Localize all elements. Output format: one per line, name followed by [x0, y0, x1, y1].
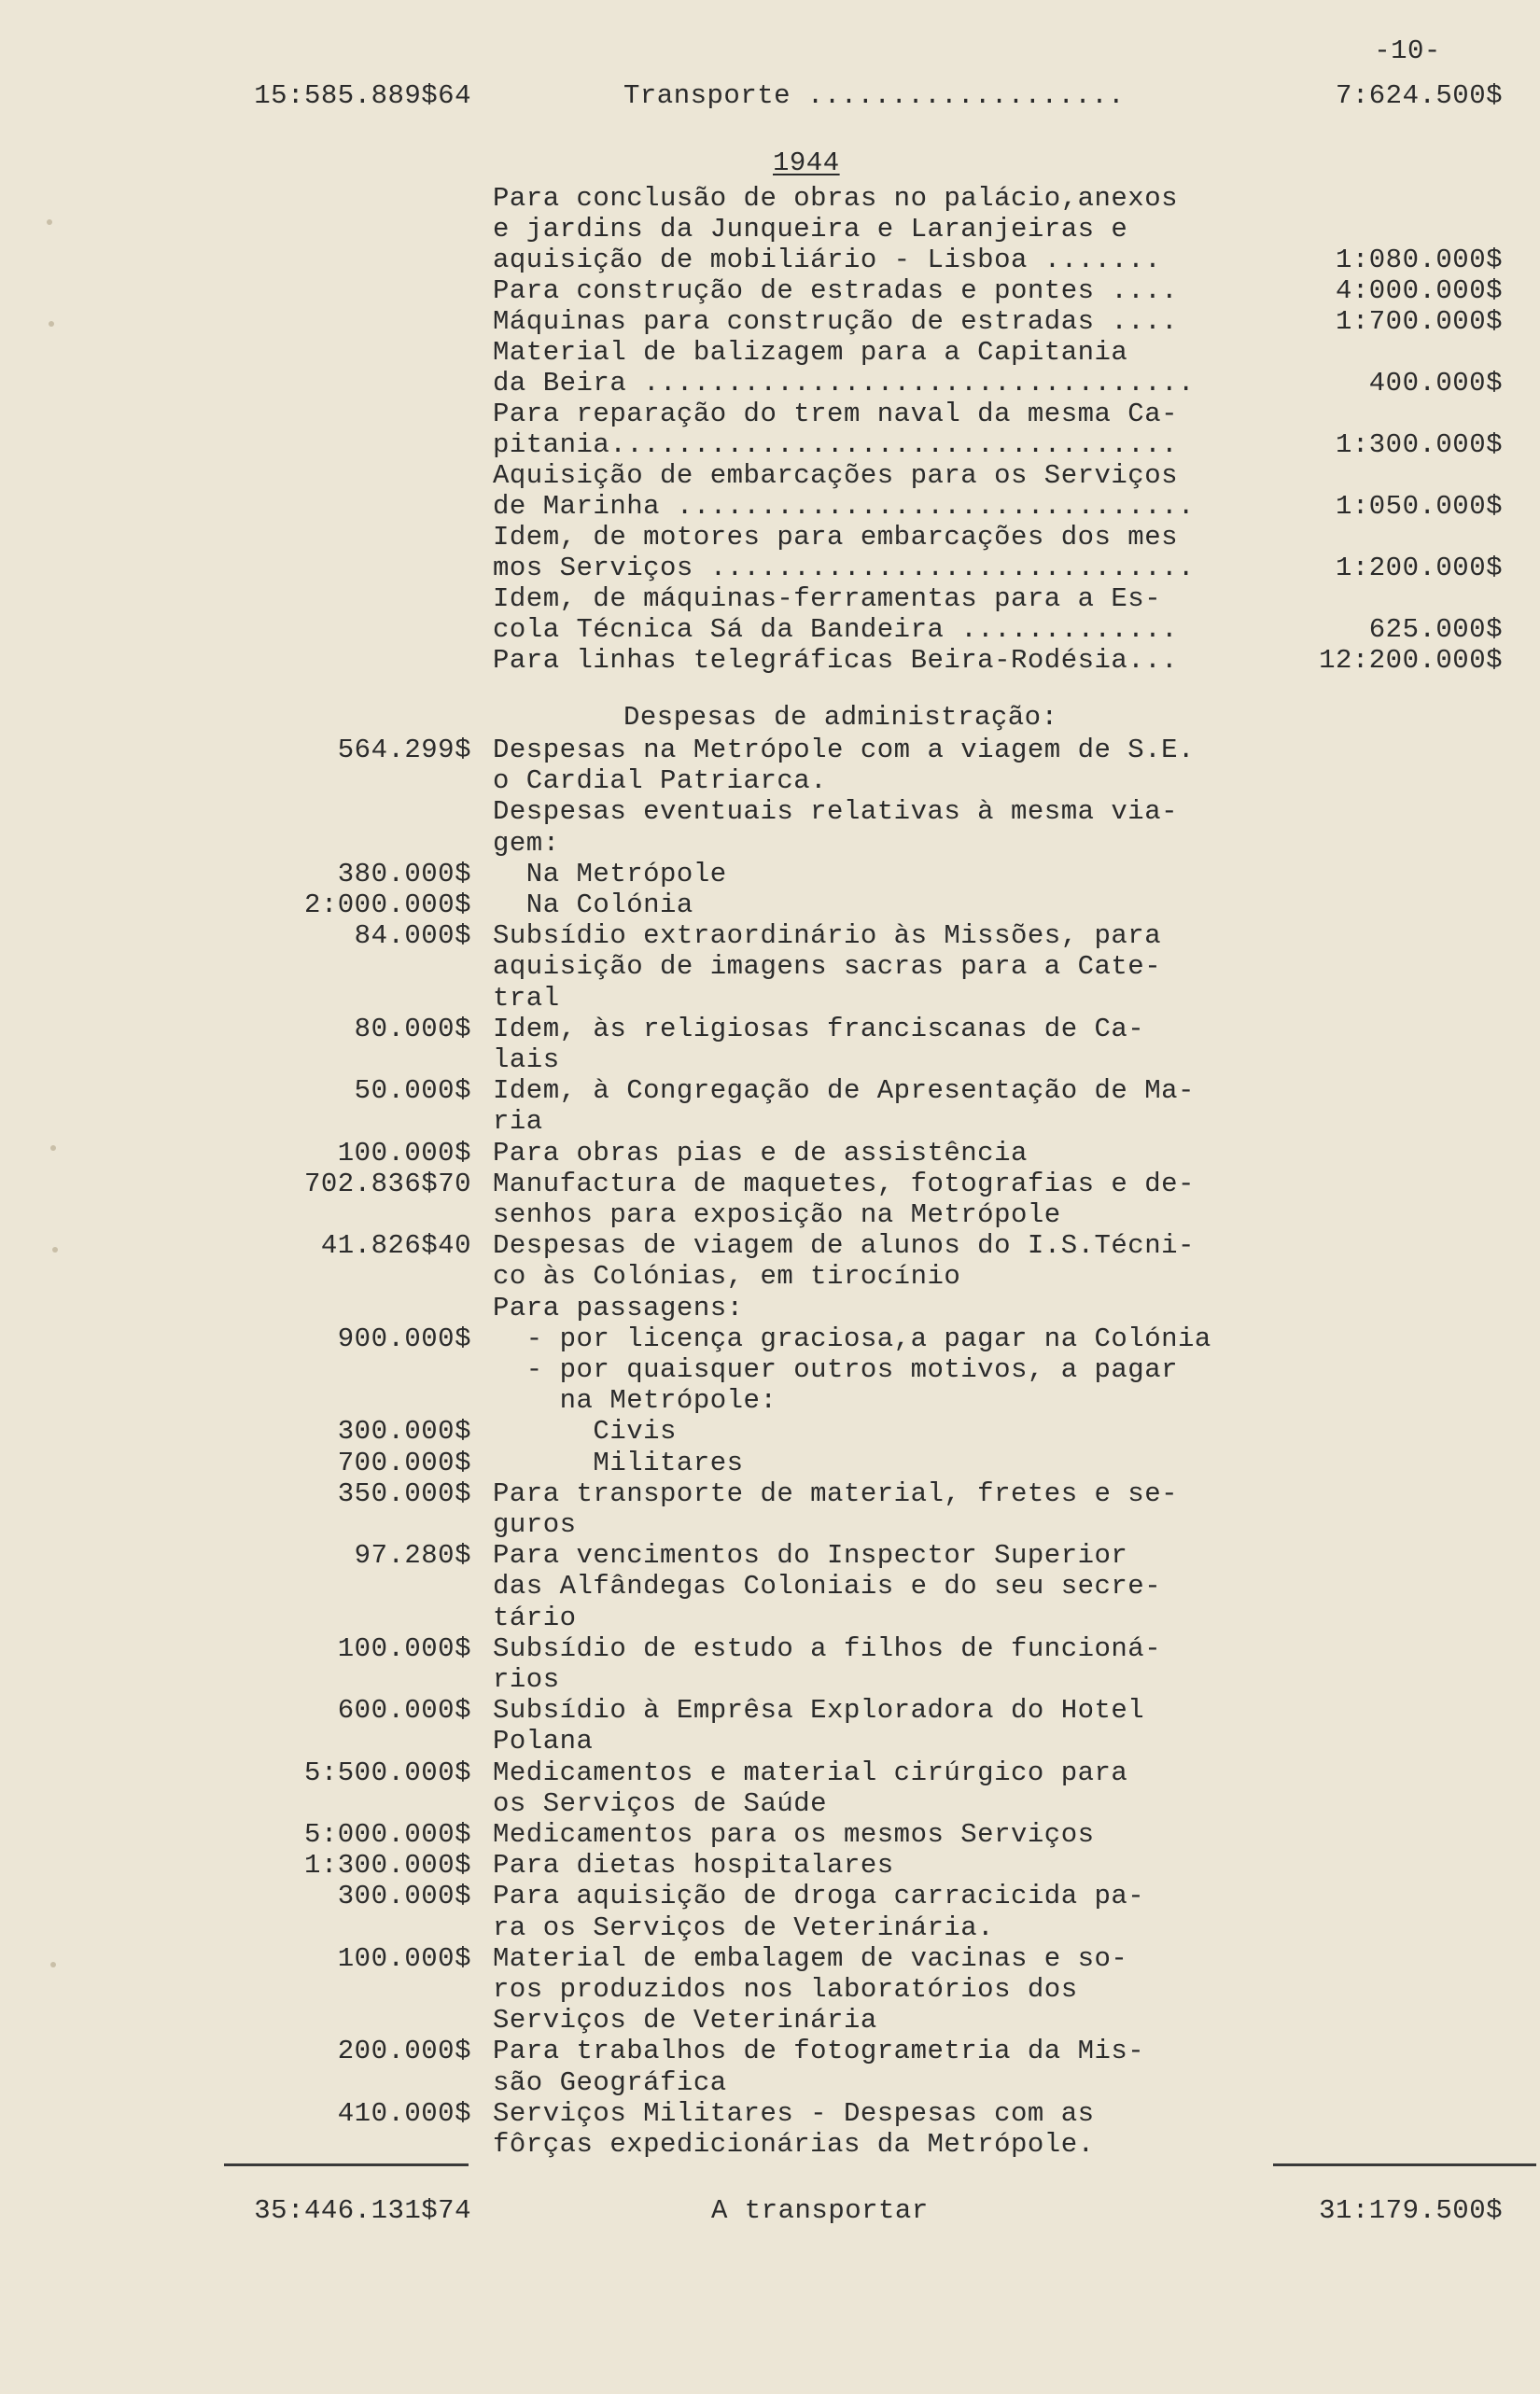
expense-line: fôrças expedicionárias da Metrópole.: [493, 2129, 1095, 2160]
expense-line: Subsídio de estudo a filhos de funcioná-: [493, 1633, 1162, 1664]
expense-amount: 700.000$: [337, 1448, 471, 1478]
expense-line: os Serviços de Saúde: [493, 1788, 828, 1819]
expense-line: Serviços de Veterinária: [493, 2005, 877, 2036]
expense-line: na Metrópole:: [493, 1385, 777, 1416]
investment-amount: 400.000$: [1368, 368, 1503, 399]
expense-line: Manufactura de maquetes, fotografias e de-: [493, 1169, 1195, 1199]
investment-line: Idem, de motores para embarcações dos mes: [493, 522, 1179, 553]
expense-amount: 300.000$: [337, 1416, 471, 1447]
expense-line: Para vencimentos do Inspector Superior: [493, 1540, 1128, 1571]
right-total-rule: [1273, 2163, 1536, 2166]
investment-amount: 1:080.000$: [1335, 245, 1503, 275]
expense-line: Civis: [493, 1416, 677, 1447]
expense-line: - por quaisquer outros motivos, a pagar: [493, 1354, 1179, 1385]
expense-amount: 702.836$70: [303, 1169, 471, 1199]
expense-line: Polana: [493, 1726, 594, 1757]
investment-line: aquisição de mobiliário - Lisboa .......: [493, 245, 1162, 275]
expense-amount: 380.000$: [337, 859, 471, 889]
expense-line: lais: [493, 1044, 560, 1075]
expense-line: são Geográfica: [493, 2067, 727, 2098]
investment-amount: 1:700.000$: [1335, 306, 1503, 337]
expense-line: guros: [493, 1509, 577, 1540]
expense-amount: 350.000$: [337, 1478, 471, 1509]
investment-line: Para reparação do trem naval da mesma Ca-: [493, 399, 1179, 429]
expense-line: ros produzidos nos laboratórios dos: [493, 1974, 1078, 2005]
expense-line: tral: [493, 983, 560, 1014]
total-left-amount: 35:446.131$74: [254, 2195, 471, 2226]
expense-line: o Cardial Patriarca.: [493, 765, 828, 796]
investment-amount: 1:200.000$: [1335, 553, 1503, 583]
investment-line: Idem, de máquinas-ferramentas para a Es-: [493, 583, 1162, 614]
expense-line: das Alfândegas Coloniais e do seu secre-: [493, 1571, 1162, 1602]
expense-line: Despesas eventuais relativas à mesma via-: [493, 796, 1179, 827]
total-right-amount: 31:179.500$: [1319, 2195, 1503, 2226]
expense-line: Despesas na Metrópole com a viagem de S.E.: [493, 735, 1195, 765]
investment-line: Para conclusão de obras no palácio,anexos: [493, 183, 1179, 214]
carry-right-amount: 7:624.500$: [1335, 80, 1503, 111]
expense-amount: 5:000.000$: [303, 1819, 471, 1850]
expense-line: Na Metrópole: [493, 859, 727, 889]
expense-amount: 564.299$: [337, 735, 471, 765]
investment-line: pitania..................................: [493, 429, 1179, 460]
expense-line: Serviços Militares - Despesas com as: [493, 2098, 1095, 2129]
expense-amount: 41.826$40: [320, 1230, 471, 1261]
investment-line: Para construção de estradas e pontes ....: [493, 275, 1179, 306]
investment-line: da Beira .................................: [493, 368, 1195, 399]
expense-line: tário: [493, 1603, 577, 1633]
year-heading: 1944: [773, 147, 840, 178]
expense-amount: 2:000.000$: [303, 889, 471, 920]
investment-amount: 12:200.000$: [1319, 645, 1503, 676]
transporte-label: Transporte ...................: [623, 80, 1126, 111]
expense-amount: 100.000$: [337, 1943, 471, 1974]
investment-line: Aquisição de embarcações para os Serviços: [493, 460, 1179, 491]
expense-amount: 5:500.000$: [303, 1757, 471, 1788]
expense-line: Subsídio extraordinário às Missões, para: [493, 920, 1162, 951]
expense-line: Para transporte de material, fretes e se-: [493, 1478, 1179, 1509]
investment-amount: 1:300.000$: [1335, 429, 1503, 460]
investment-line: Para linhas telegráficas Beira-Rodésia...: [493, 645, 1179, 676]
expense-amount: 410.000$: [337, 2098, 471, 2129]
paper-speck: [52, 1247, 58, 1253]
expense-amount: 97.280$: [354, 1540, 471, 1571]
expense-amount: 300.000$: [337, 1881, 471, 1911]
investment-line: de Marinha ...............................: [493, 491, 1195, 522]
expense-line: Para aquisição de droga carracicida pa-: [493, 1881, 1145, 1911]
expense-amount: 50.000$: [354, 1075, 471, 1106]
expense-line: gem:: [493, 828, 560, 859]
expense-line: ra os Serviços de Veterinária.: [493, 1912, 995, 1943]
expense-line: senhos para exposição na Metrópole: [493, 1199, 1061, 1230]
expense-line: - por licença graciosa,a pagar na Colónia: [493, 1323, 1211, 1354]
investment-line: Máquinas para construção de estradas ....: [493, 306, 1179, 337]
expense-line: Militares: [493, 1448, 744, 1478]
left-total-rule: [224, 2163, 469, 2166]
expense-amount: 84.000$: [354, 920, 471, 951]
expense-amount: 1:300.000$: [303, 1850, 471, 1881]
a-transportar-label: A transportar: [711, 2195, 929, 2226]
paper-speck: [50, 1962, 56, 1967]
expense-amount: 900.000$: [337, 1323, 471, 1354]
expense-line: Idem, à Congregação de Apresentação de Ma-: [493, 1075, 1195, 1106]
expense-line: Subsídio à Emprêsa Exploradora do Hotel: [493, 1695, 1145, 1726]
expense-line: Para trabalhos de fotogrametria da Mis-: [493, 2036, 1145, 2066]
investment-line: cola Técnica Sá da Bandeira .............: [493, 614, 1179, 645]
expense-line: Para passagens:: [493, 1293, 744, 1323]
carry-left-amount: 15:585.889$64: [254, 80, 471, 111]
investment-line: e jardins da Junqueira e Laranjeiras e: [493, 214, 1128, 245]
paper-speck: [49, 321, 54, 327]
expense-line: co às Colónias, em tirocínio: [493, 1261, 961, 1292]
expense-line: Idem, às religiosas franciscanas de Ca-: [493, 1014, 1145, 1044]
expense-amount: 200.000$: [337, 2036, 471, 2066]
expense-line: Na Colónia: [493, 889, 693, 920]
investment-line: Material de balizagem para a Capitania: [493, 337, 1128, 368]
admin-heading: Despesas de administração:: [623, 702, 1058, 733]
expense-line: Para dietas hospitalares: [493, 1850, 894, 1881]
expense-line: Medicamentos para os mesmos Serviços: [493, 1819, 1095, 1850]
expense-line: aquisição de imagens sacras para a Cate-: [493, 951, 1162, 982]
expense-amount: 100.000$: [337, 1138, 471, 1169]
expense-amount: 600.000$: [337, 1695, 471, 1726]
paper-speck: [47, 219, 52, 225]
investment-line: mos Serviços .............................: [493, 553, 1195, 583]
investment-amount: 4:000.000$: [1335, 275, 1503, 306]
paper-speck: [50, 1145, 56, 1151]
expense-amount: 100.000$: [337, 1633, 471, 1664]
expense-amount: 80.000$: [354, 1014, 471, 1044]
expense-line: rios: [493, 1664, 560, 1695]
expense-line: Material de embalagem de vacinas e so-: [493, 1943, 1128, 1974]
page-number: -10-: [1374, 35, 1441, 66]
investment-amount: 625.000$: [1368, 614, 1503, 645]
expense-line: Para obras pias e de assistência: [493, 1138, 1028, 1169]
expense-line: ria: [493, 1106, 543, 1137]
expense-line: Medicamentos e material cirúrgico para: [493, 1757, 1128, 1788]
expense-line: Despesas de viagem de alunos do I.S.Técni-: [493, 1230, 1195, 1261]
investment-amount: 1:050.000$: [1335, 491, 1503, 522]
